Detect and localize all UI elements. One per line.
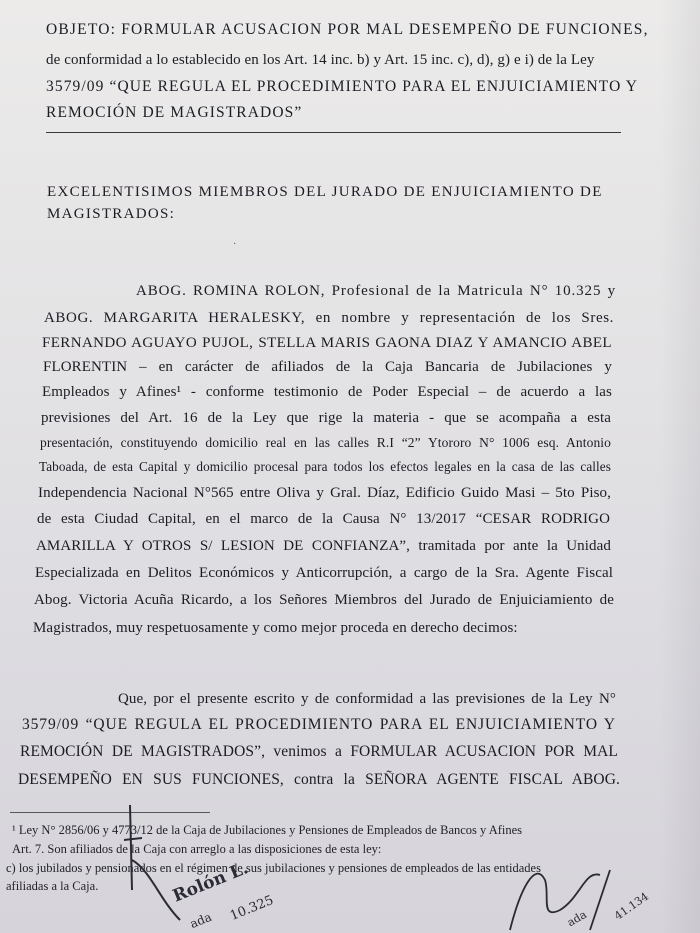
body-line-8: Taboada, de esta Capital y domicilio procesal para todos los efectos legales en la casa de las calles xyxy=(39,459,611,474)
signature-right-scribble xyxy=(490,850,630,933)
signature-right-matricula: 41.134 xyxy=(612,889,651,923)
body-line-13: Abog. Victoria Acuña Ricardo, a los Señores Miembros del Jurado de Enjuiciamiento de xyxy=(34,592,614,608)
signature-left-matricula: 10.325 xyxy=(228,892,276,924)
body-line-14: Magistrados, muy respetuosamente y como mejor proceda en derecho decimos: xyxy=(33,620,518,636)
body-line-6: previsiones del Art. 16 de la Ley que rige la materia - que se acompaña a esta xyxy=(41,410,611,426)
objeto-line-3: 3579/09 “QUE REGULA EL PROCEDIMIENTO PARA EL ENJUICIAMIENTO Y xyxy=(46,78,639,95)
page-edge-shadow xyxy=(660,0,700,933)
body-line-10: de esta Ciudad Capital, en el marco de la Causa N° 13/2017 “CESAR RODRIGO xyxy=(37,511,610,527)
objeto-line-1: OBJETO: FORMULAR ACUSACION POR MAL DESEMPEÑO DE FUNCIONES, xyxy=(46,21,649,38)
stray-mark: · xyxy=(233,239,237,250)
objeto-underline xyxy=(46,132,621,133)
body-line-3: FERNANDO AGUAYO PUJOL, STELLA MARIS GAONA DIAZ Y AMANCIO ABEL xyxy=(42,335,612,351)
signature-left-title-fragment: ada xyxy=(188,909,214,931)
signature-right-title-fragment: ada xyxy=(565,907,589,930)
objeto-line-2: de conformidad a lo establecido en los Art. 14 inc. b) y Art. 15 inc. c), d), g) e i) de la Ley xyxy=(46,52,595,68)
second-line-4: DESEMPEÑO EN SUS FUNCIONES, contra la SEÑORA AGENTE FISCAL ABOG. xyxy=(18,771,620,788)
second-line-1: Que, por el presente escrito y de conformidad a las previsiones de la Ley N° xyxy=(118,691,616,707)
footnote-line-2: Art. 7. Son afiliados de la Caja con arreglo a las disposiciones de esta ley: xyxy=(12,842,382,856)
second-line-2: 3579/09 “QUE REGULA EL PROCEDIMIENTO PARA EL ENJUICIAMIENTO Y xyxy=(22,716,616,733)
footnote-line-4: afiliadas a la Caja. xyxy=(6,879,99,893)
signature-left-name: Rolón L. xyxy=(170,858,252,907)
body-line-9: Independencia Nacional N°565 entre Oliva y Gral. Díaz, Edificio Guido Masi – 5to Piso, xyxy=(38,485,611,501)
footnote-line-1: ¹ Ley N° 2856/06 y 4773/12 de la Caja de Jubilaciones y Pensiones de Empleados de Bancos y Afines xyxy=(12,823,523,837)
second-line-3: REMOCIÓN DE MAGISTRADOS”, venimos a FORMULAR ACUSACION POR MAL xyxy=(20,743,618,760)
body-line-11: AMARILLA Y OTROS S/ LESION DE CONFIANZA”, tramitada por ante la Unidad xyxy=(36,538,611,554)
salutation-line-1: EXCELENTISIMOS MIEMBROS DEL JURADO DE ENJUICIAMIENTO DE xyxy=(47,184,603,200)
footnote-line-3: c) los jubilados y pensionados en el régimen de sus jubilaciones y pensiones de empleados de las entidades xyxy=(6,861,541,875)
objeto-line-4: REMOCIÓN DE MAGISTRADOS” xyxy=(46,104,303,121)
body-line-4: FLORENTIN – en carácter de afiliados de la Caja Bancaria de Jubilaciones y xyxy=(43,359,612,375)
body-line-1: ABOG. ROMINA ROLON, Profesional de la Matricula N° 10.325 y xyxy=(136,283,616,299)
body-line-7: presentación, constituyendo domicilio real en las calles R.I “2” Ytororo N° 1006 esq. Antonio xyxy=(40,435,611,450)
body-line-2: ABOG. MARGARITA HERALESKY, en nombre y representación de los Sres. xyxy=(44,310,614,326)
body-line-12: Especializada en Delitos Económicos y Anticorrupción, a cargo de la Sra. Agente Fiscal xyxy=(35,565,613,581)
body-line-5: Empleados y Afines¹ - conforme testimonio de Poder Especial – de acuerdo a las xyxy=(42,384,612,400)
salutation-line-2: MAGISTRADOS: xyxy=(47,206,176,222)
